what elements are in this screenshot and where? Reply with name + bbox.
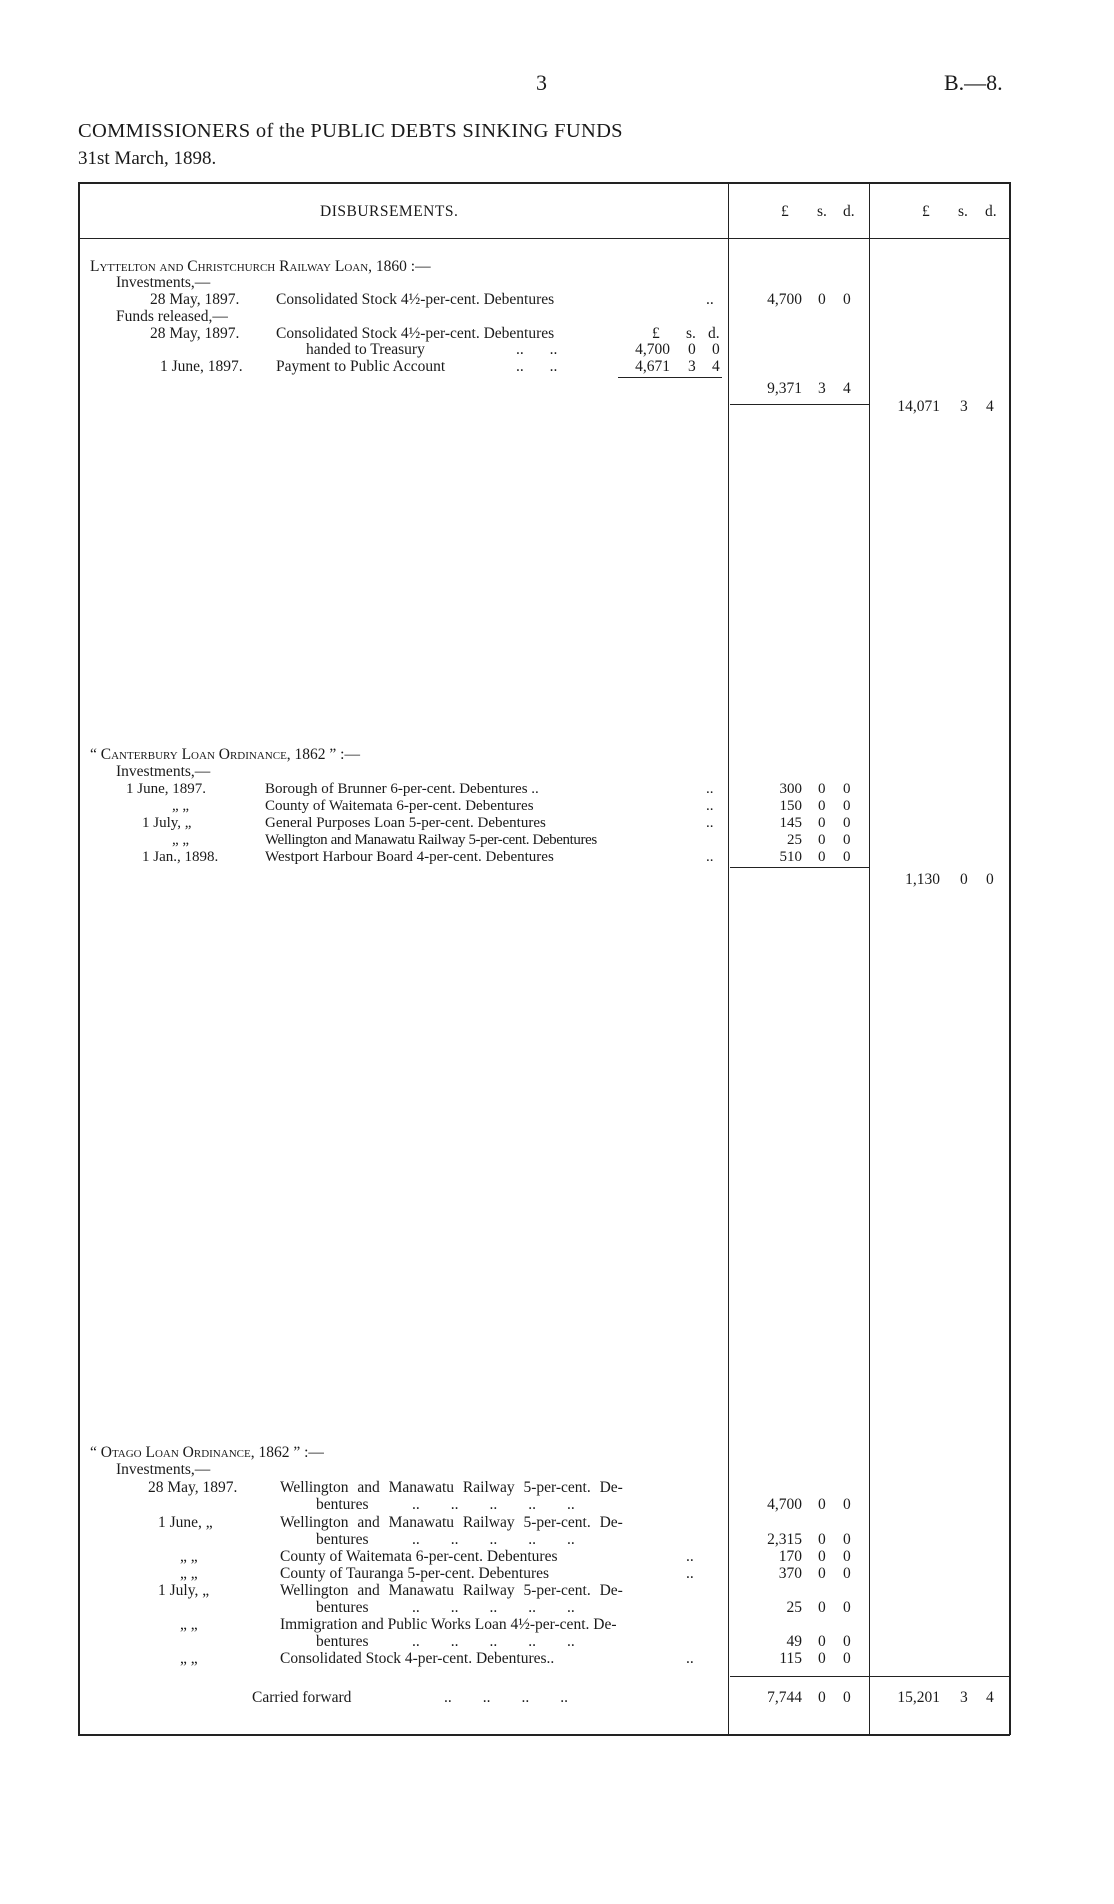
shillings-header-col1: s. — [817, 203, 827, 220]
report-date: 31st March, 1898. — [78, 148, 217, 169]
entry-description: Wellington and Manawatu Railway 5-per-cent. De- — [280, 1479, 623, 1496]
inner-sum-rule — [618, 377, 722, 378]
pence-header-col1: d. — [843, 203, 855, 220]
investments-label: Investments,— — [116, 763, 211, 780]
leader-dots: .. — [686, 1565, 694, 1582]
amount-pounds: 49 — [786, 1633, 802, 1650]
section-total-pounds: 14,071 — [897, 398, 940, 415]
carried-forward-col1-pounds: 7,744 — [767, 1689, 802, 1706]
amount-pence: 0 — [843, 849, 851, 865]
amount-pounds: 170 — [778, 1548, 802, 1565]
column-rule-2 — [869, 182, 870, 1735]
subtotal-pounds: 9,371 — [767, 380, 802, 397]
leader-dots: .. — [706, 815, 714, 831]
entry-description-continued: bentures — [316, 1633, 369, 1650]
leader-dots: .. — [706, 291, 714, 308]
amount-pence: 0 — [843, 815, 851, 831]
amount-pounds: 4,700 — [767, 291, 802, 308]
entry-description-continued: handed to Treasury — [306, 341, 425, 358]
amount-shillings: 0 — [818, 832, 826, 848]
carried-forward-rule — [730, 1676, 1010, 1677]
amount-pounds: 4,700 — [767, 1496, 802, 1513]
section-heading: “ Otago Loan Ordinance, 1862 ” :— — [90, 1444, 324, 1461]
amount-shillings: 0 — [818, 1548, 826, 1565]
entry-description-continued: bentures — [316, 1599, 369, 1616]
leader-dots: .. .. .. .. .. — [412, 1599, 575, 1616]
entry-description: Payment to Public Account — [276, 358, 446, 375]
page-number: 3 — [536, 70, 547, 95]
section-heading: “ Canterbury Loan Ordinance, 1862 ” :— — [90, 746, 360, 763]
investments-label: Investments,— — [116, 274, 211, 291]
section-total-pounds: 1,130 — [905, 871, 940, 888]
amount-pence: 0 — [843, 798, 851, 814]
section-total-shillings: 3 — [960, 398, 968, 415]
inner-amount-pounds: 4,671 — [635, 358, 670, 375]
amount-pounds: 300 — [779, 781, 802, 797]
section-total-shillings: 0 — [960, 871, 968, 888]
carried-forward-col2-pence: 4 — [986, 1689, 994, 1706]
leader-dots: .. .. .. .. .. — [412, 1531, 575, 1548]
amount-shillings: 0 — [818, 1633, 826, 1650]
leader-dots: .. — [686, 1548, 694, 1565]
page-title: COMMISSIONERS of the PUBLIC DEBTS SINKING FUNDS — [78, 120, 623, 142]
amount-pounds: 25 — [786, 1599, 802, 1616]
amount-shillings: 0 — [818, 1565, 826, 1582]
inner-amount-shillings: 0 — [688, 341, 696, 358]
pence-header-col2: d. — [985, 203, 997, 220]
entry-date: 28 May, 1897. — [150, 291, 240, 308]
leader-dots: .. — [706, 798, 714, 814]
carried-forward-label: Carried forward — [252, 1689, 352, 1706]
amount-pounds: 145 — [779, 815, 802, 831]
inner-shillings-header: s. — [686, 325, 696, 342]
inner-amount-pence: 0 — [712, 341, 720, 358]
entry-description: Consolidated Stock 4½-per-cent. Debentures — [276, 325, 555, 342]
entry-description: Westport Harbour Board 4-per-cent. Debentures — [265, 849, 554, 865]
table-left-rule — [78, 182, 80, 1735]
table-top-rule — [78, 182, 1010, 184]
entry-date: 28 May, 1897. — [150, 325, 240, 342]
entry-date-ditto: „ „ — [180, 1616, 198, 1633]
entry-description: Borough of Brunner 6-per-cent. Debentures .. — [265, 781, 539, 797]
entry-date: 1 Jan., 1898. — [142, 849, 219, 865]
disbursements-header: DISBURSEMENTS. — [320, 203, 459, 220]
leader-dots: .. — [686, 1650, 694, 1667]
inner-amount-pounds: 4,700 — [635, 341, 670, 358]
entry-date-ditto: „ „ — [172, 832, 190, 848]
amount-pence: 0 — [843, 1599, 851, 1616]
entry-description: General Purposes Loan 5-per-cent. Debentures — [265, 815, 546, 831]
inner-amount-pence: 4 — [712, 358, 720, 375]
subtotal-rule — [730, 867, 869, 868]
entry-description-continued: bentures — [316, 1496, 369, 1513]
entry-description: County of Waitemata 6-per-cent. Debentures — [265, 798, 534, 814]
entry-date: 1 July, „ — [142, 815, 192, 831]
inner-pence-header: d. — [708, 325, 720, 342]
leader-dots: .. — [706, 781, 714, 797]
amount-shillings: 0 — [818, 815, 826, 831]
table-right-rule — [1009, 182, 1011, 1735]
amount-pounds: 150 — [779, 798, 802, 814]
amount-pounds: 2,315 — [767, 1531, 802, 1548]
entry-description: Wellington and Manawatu Railway 5-per-cent. De- — [280, 1514, 623, 1531]
amount-pounds: 510 — [779, 849, 802, 865]
entry-date-ditto: „ „ — [172, 798, 190, 814]
amount-shillings: 0 — [818, 849, 826, 865]
amount-shillings: 0 — [818, 1650, 826, 1667]
entry-description: Immigration and Public Works Loan 4½-per-cent. De- — [280, 1616, 617, 1633]
amount-pence: 0 — [843, 832, 851, 848]
investments-label: Investments,— — [116, 1461, 211, 1478]
carried-forward-col2-pounds: 15,201 — [897, 1689, 940, 1706]
leader-dots: .. .. — [516, 341, 558, 358]
leader-dots: .. .. — [516, 358, 558, 375]
entry-date-ditto: „ „ — [180, 1548, 198, 1565]
amount-pence: 0 — [843, 1496, 851, 1513]
entry-description: Wellington and Manawatu Railway 5-per-cent. De- — [280, 1582, 623, 1599]
carried-forward-col1-pence: 0 — [843, 1689, 851, 1706]
entry-date: 1 June, „ — [158, 1514, 213, 1531]
amount-shillings: 0 — [818, 1599, 826, 1616]
amount-shillings: 0 — [818, 1496, 826, 1513]
funds-released-label: Funds released,— — [116, 308, 228, 325]
column-rule-1 — [728, 182, 729, 1735]
entry-description: Wellington and Manawatu Railway 5-per-cent. Debentures — [265, 832, 597, 848]
amount-pence: 0 — [843, 1565, 851, 1582]
subtotal-shillings: 3 — [818, 380, 826, 397]
carried-forward-col1-shillings: 0 — [818, 1689, 826, 1706]
leader-dots: .. .. .. .. .. — [412, 1633, 575, 1650]
amount-pounds: 25 — [787, 832, 802, 848]
amount-shillings: 0 — [818, 781, 826, 797]
section-total-pence: 4 — [986, 398, 994, 415]
entry-date: 1 June, 1897. — [126, 781, 206, 797]
pounds-header-col2: £ — [922, 203, 930, 220]
pounds-header-col1: £ — [781, 203, 789, 220]
document-code: B.—8. — [944, 70, 1003, 95]
amount-shillings: 0 — [818, 798, 826, 814]
amount-pence: 0 — [843, 1548, 851, 1565]
entry-description-continued: bentures — [316, 1531, 369, 1548]
amount-shillings: 0 — [818, 1531, 826, 1548]
carried-forward-col2-shillings: 3 — [960, 1689, 968, 1706]
amount-pence: 0 — [843, 1531, 851, 1548]
entry-description: Consolidated Stock 4½-per-cent. Debentures — [276, 291, 555, 308]
leader-dots: .. — [706, 849, 714, 865]
amount-pence: 0 — [843, 781, 851, 797]
section-total-pence: 0 — [986, 871, 994, 888]
entry-description: Consolidated Stock 4-per-cent. Debentures.. — [280, 1650, 555, 1667]
entry-description: County of Tauranga 5-per-cent. Debentures — [280, 1565, 550, 1582]
entry-date-ditto: „ „ — [180, 1650, 198, 1667]
amount-shillings: 0 — [818, 291, 826, 308]
inner-amount-shillings: 3 — [688, 358, 696, 375]
shillings-header-col2: s. — [958, 203, 968, 220]
leader-dots: .. .. .. .. .. — [412, 1496, 575, 1513]
entry-date: 28 May, 1897. — [148, 1479, 238, 1496]
section-heading: Lyttelton and Christchurch Railway Loan, 1860 :— — [90, 258, 431, 275]
entry-date: 1 June, 1897. — [160, 358, 243, 375]
amount-pence: 0 — [843, 1633, 851, 1650]
leader-dots: .. .. .. .. — [444, 1689, 568, 1706]
inner-pounds-header: £ — [652, 325, 660, 342]
amount-pounds: 115 — [779, 1650, 802, 1667]
entry-date: 1 July, „ — [158, 1582, 210, 1599]
subtotal-rule — [730, 404, 869, 405]
amount-pence: 0 — [843, 1650, 851, 1667]
amount-pounds: 370 — [778, 1565, 802, 1582]
header-bottom-rule — [78, 238, 1010, 239]
entry-date-ditto: „ „ — [180, 1565, 198, 1582]
subtotal-pence: 4 — [843, 380, 851, 397]
entry-description: County of Waitemata 6-per-cent. Debentures — [280, 1548, 558, 1565]
table-bottom-rule — [78, 1734, 1010, 1736]
amount-pence: 0 — [843, 291, 851, 308]
